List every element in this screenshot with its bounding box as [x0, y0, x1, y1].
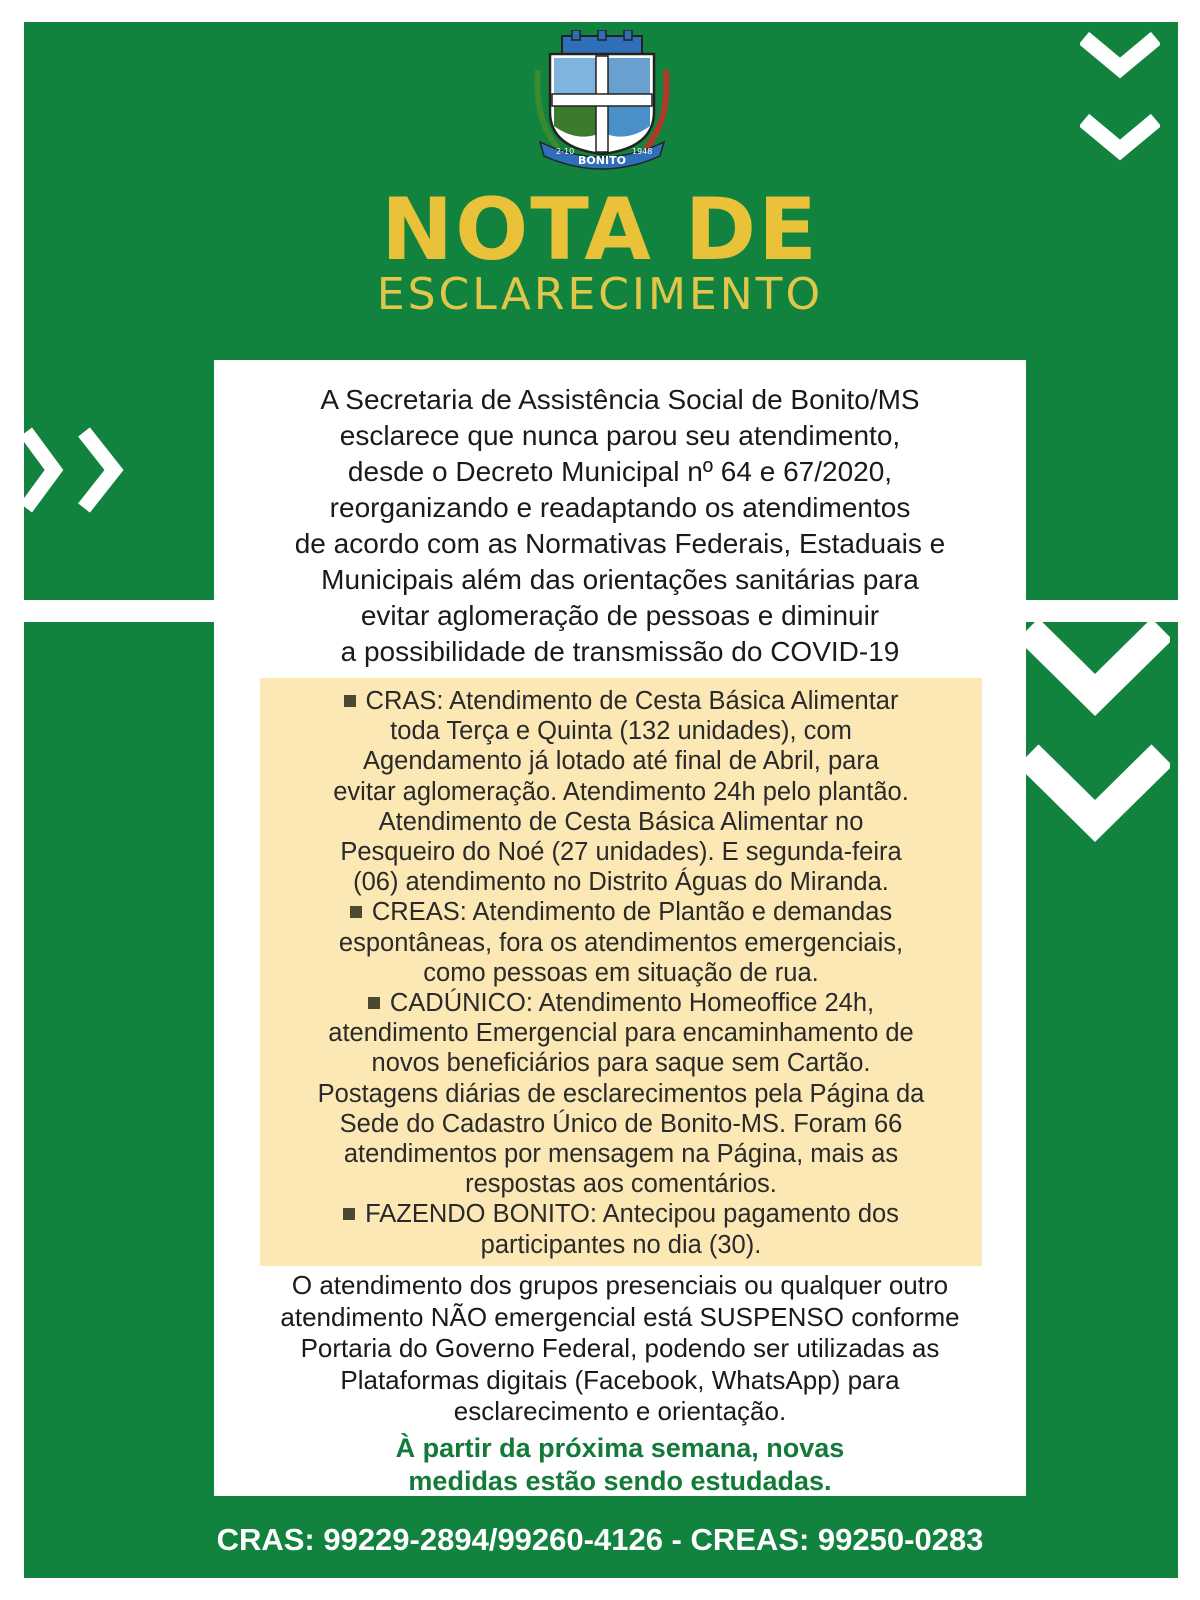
service-item-cadunico — [260, 988, 982, 1199]
upcoming-measures-note — [228, 1432, 1012, 1498]
service-item-cras — [260, 686, 982, 897]
crest-date-right: 1948 — [632, 147, 653, 156]
closing-paragraph — [228, 1270, 1012, 1428]
service-item-fazendo-bonito — [260, 1199, 982, 1259]
intro-line: Municipais além das orientações sanitárias para — [321, 564, 919, 595]
services-list — [260, 686, 982, 1260]
service-line: Pesqueiro do Noé (27 unidades). E segunda-feira — [340, 838, 902, 867]
intro-line: A Secretaria de Assistência Social de Bonito/MS — [320, 384, 920, 415]
intro-paragraph — [234, 382, 1006, 670]
intro-line: reorganizando e readaptando os atendimentos — [329, 492, 911, 523]
intro-line: a possibilidade de transmissão do COVID-19 — [340, 636, 900, 667]
intro-line: desde o Decreto Municipal nº 64 e 67/2020, — [347, 456, 893, 487]
notice-line: medidas estão sendo estudadas. — [408, 1466, 832, 1496]
chevron-down-decoration-right — [1020, 615, 1170, 845]
service-line: (06) atendimento no Distrito Águas do Miranda. — [353, 868, 889, 897]
service-line: evitar aglomeração. Atendimento 24h pelo plantão. — [333, 777, 909, 806]
service-line: Postagens diárias de esclarecimentos pela Página da — [317, 1079, 925, 1108]
service-line: CADÚNICO: Atendimento Homeoffice 24h, — [389, 989, 875, 1018]
intro-line: esclarece que nunca parou seu atendimento, — [339, 420, 901, 451]
municipal-crest-logo — [532, 30, 672, 180]
crest-date-left: 2-10 — [556, 147, 575, 156]
service-line: Sede do Cadastro Único de Bonito-MS. Foram 66 — [339, 1109, 903, 1138]
service-line: participantes no dia (30). — [480, 1230, 762, 1259]
notice-line: À partir da próxima semana, novas — [395, 1433, 845, 1463]
closing-line: O atendimento dos grupos presenciais ou qualquer outro — [291, 1270, 949, 1300]
service-line: Agendamento já lotado até final de Abril, para — [362, 747, 880, 776]
page-title: NOTA DE — [381, 180, 819, 280]
service-item-creas — [260, 897, 982, 988]
service-line: respostas aos comentários. — [465, 1170, 777, 1199]
service-line: atendimentos por mensagem na Página, mais as — [343, 1140, 899, 1169]
service-line: novos beneficiários para saque sem Cartão. — [371, 1049, 871, 1078]
service-line: atendimento Emergencial para encaminhamento de — [328, 1019, 914, 1048]
chevron-right-decoration-left — [24, 420, 134, 520]
service-line: espontâneas, fora os atendimentos emergenciais, — [338, 928, 904, 957]
closing-line: atendimento NÃO emergencial está SUSPENSO conforme — [280, 1301, 960, 1332]
footer-contacts: CRAS: 99229-2894/99260-4126 - CREAS: 99250-0283 — [216, 1522, 984, 1557]
bullet-square-icon — [350, 906, 362, 918]
service-line: CRAS: Atendimento de Cesta Básica Alimentar — [365, 687, 899, 715]
closing-line: esclarecimento e orientação. — [453, 1396, 787, 1426]
intro-line: evitar aglomeração de pessoas e diminuir — [360, 600, 880, 631]
services-highlight-box — [260, 678, 982, 1266]
bullet-square-icon — [343, 1208, 355, 1220]
crest-ribbon-text: BONITO — [578, 154, 626, 167]
closing-line: Portaria do Governo Federal, podendo ser utilizadas as — [300, 1333, 940, 1363]
page-subtitle: ESCLARECIMENTO — [376, 269, 824, 320]
service-line: CREAS: Atendimento de Plantão e demandas — [371, 898, 893, 927]
service-line: FAZENDO BONITO: Antecipou pagamento dos — [365, 1200, 899, 1229]
intro-line: de acordo com as Normativas Federais, Estaduais e — [294, 528, 946, 559]
bullet-square-icon — [368, 997, 380, 1009]
service-line: Atendimento de Cesta Básica Alimentar no — [378, 807, 864, 836]
chevron-down-decoration-top-right — [1080, 28, 1160, 168]
closing-line: Plataformas digitais (Facebook, WhatsApp) para — [340, 1364, 900, 1395]
service-line: como pessoas em situação de rua. — [423, 958, 819, 987]
service-line: toda Terça e Quinta (132 unidades), com — [390, 717, 852, 746]
bullet-square-icon — [344, 695, 356, 707]
content-card — [214, 360, 1026, 1496]
